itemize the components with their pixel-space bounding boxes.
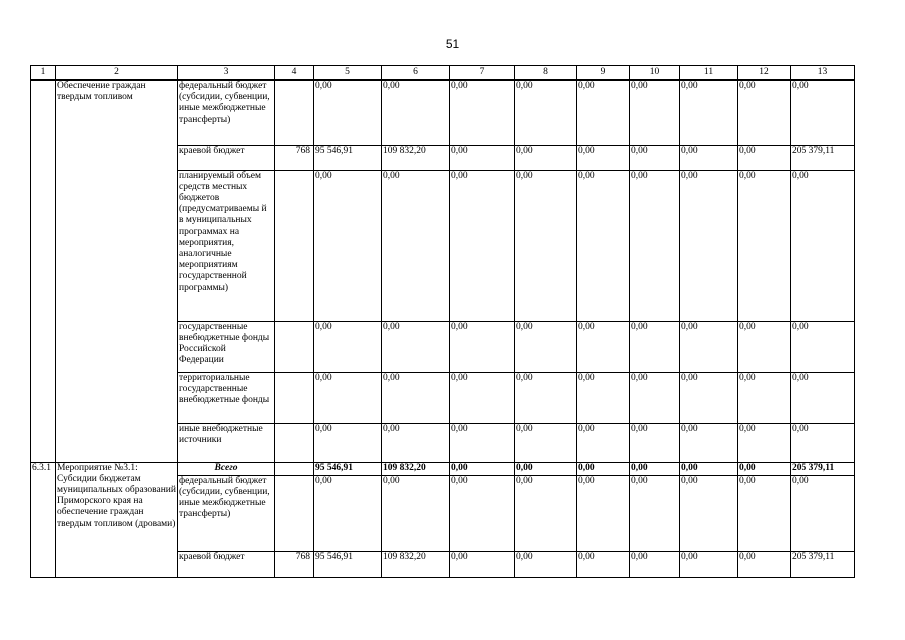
value-cell: 0,00 xyxy=(450,551,515,577)
funding-source-cell: федеральный бюджет (субсидии, субвенции, иные межбюджетные трансферты) xyxy=(178,80,275,145)
value-cell: 0,00 xyxy=(577,170,630,321)
value-cell: 0,00 xyxy=(680,462,738,475)
value-cell: 0,00 xyxy=(515,321,577,372)
value-cell: 0,00 xyxy=(630,423,680,462)
value-cell: 0,00 xyxy=(515,170,577,321)
value-cell: 0,00 xyxy=(791,170,855,321)
value-cell: 0,00 xyxy=(577,423,630,462)
value-cell: 0,00 xyxy=(738,475,791,551)
value-cell: 95 546,91 xyxy=(314,462,382,475)
value-cell: 0,00 xyxy=(680,372,738,423)
funding-source-cell: краевой бюджет xyxy=(178,145,275,170)
value-cell: 0,00 xyxy=(577,321,630,372)
value-cell: 95 546,91 xyxy=(314,145,382,170)
table-row xyxy=(31,80,855,145)
value-cell: 0,00 xyxy=(382,475,450,551)
value-cell: 0,00 xyxy=(791,321,855,372)
value-cell: 0,00 xyxy=(577,551,630,577)
funding-source-cell: иные внебюджетные источники xyxy=(178,423,275,462)
value-cell: 0,00 xyxy=(382,80,450,145)
header-cell: 7 xyxy=(450,66,515,81)
value-cell: 0,00 xyxy=(450,462,515,475)
value-cell: 205 379,11 xyxy=(791,462,855,475)
value-cell: 0,00 xyxy=(515,372,577,423)
value-cell: 0,00 xyxy=(450,423,515,462)
code-cell xyxy=(275,462,314,475)
activity-name-cell: Обеспечение граждан твердым топливом xyxy=(56,80,178,462)
header-cell: 11 xyxy=(680,66,738,81)
funding-source-cell: государственные внебюджетные фонды Российской Федерации xyxy=(178,321,275,372)
code-cell: 768 xyxy=(275,145,314,170)
code-cell: 768 xyxy=(275,551,314,577)
value-cell: 109 832,20 xyxy=(382,462,450,475)
value-cell: 0,00 xyxy=(630,372,680,423)
value-cell: 0,00 xyxy=(630,170,680,321)
funding-source-cell: краевой бюджет xyxy=(178,551,275,577)
activity-name-cell: Мероприятие №3.1: Субсидии бюджетам муниципальных образований Приморского края на обеспечение граждан твердым топливом (дровами) xyxy=(56,462,178,577)
value-cell: 0,00 xyxy=(738,80,791,145)
value-cell: 0,00 xyxy=(577,372,630,423)
value-cell: 0,00 xyxy=(314,170,382,321)
header-cell: 10 xyxy=(630,66,680,81)
value-cell: 0,00 xyxy=(314,423,382,462)
value-cell: 0,00 xyxy=(630,475,680,551)
value-cell: 0,00 xyxy=(630,80,680,145)
value-cell: 0,00 xyxy=(738,372,791,423)
value-cell: 0,00 xyxy=(738,321,791,372)
value-cell: 0,00 xyxy=(314,80,382,145)
value-cell: 0,00 xyxy=(738,462,791,475)
code-cell xyxy=(275,372,314,423)
value-cell: 0,00 xyxy=(680,80,738,145)
value-cell: 0,00 xyxy=(515,423,577,462)
funding-source-cell: территориальные государственные внебюджетные фонды xyxy=(178,372,275,423)
value-cell: 0,00 xyxy=(515,551,577,577)
header-cell: 6 xyxy=(382,66,450,81)
value-cell: 109 832,20 xyxy=(382,145,450,170)
value-cell: 0,00 xyxy=(450,321,515,372)
header-cell: 3 xyxy=(178,66,275,81)
funding-source-cell: федеральный бюджет (субсидии, субвенции, иные межбюджетные трансферты) xyxy=(178,475,275,551)
value-cell: 0,00 xyxy=(680,423,738,462)
value-cell: 0,00 xyxy=(450,80,515,145)
value-cell: 0,00 xyxy=(680,170,738,321)
value-cell: 0,00 xyxy=(382,170,450,321)
header-cell: 9 xyxy=(577,66,630,81)
value-cell: 0,00 xyxy=(680,321,738,372)
header-cell: 12 xyxy=(738,66,791,81)
value-cell: 0,00 xyxy=(450,145,515,170)
header-cell: 1 xyxy=(31,66,56,81)
header-cell: 8 xyxy=(515,66,577,81)
value-cell: 0,00 xyxy=(314,321,382,372)
value-cell: 0,00 xyxy=(314,475,382,551)
value-cell: 0,00 xyxy=(515,80,577,145)
value-cell: 0,00 xyxy=(791,423,855,462)
value-cell: 0,00 xyxy=(450,372,515,423)
row-number-cell: 6.3.1 xyxy=(31,462,56,577)
value-cell: 0,00 xyxy=(515,145,577,170)
header-cell: 2 xyxy=(56,66,178,81)
value-cell: 95 546,91 xyxy=(314,551,382,577)
value-cell: 0,00 xyxy=(791,372,855,423)
code-cell xyxy=(275,80,314,145)
value-cell: 0,00 xyxy=(630,321,680,372)
code-cell xyxy=(275,475,314,551)
value-cell: 0,00 xyxy=(680,145,738,170)
budget-table xyxy=(30,65,855,578)
value-cell: 0,00 xyxy=(738,423,791,462)
header-cell: 13 xyxy=(791,66,855,81)
value-cell: 0,00 xyxy=(738,551,791,577)
header-cell: 5 xyxy=(314,66,382,81)
value-cell: 0,00 xyxy=(314,372,382,423)
value-cell: 0,00 xyxy=(515,462,577,475)
value-cell: 0,00 xyxy=(450,170,515,321)
funding-source-cell: Всего xyxy=(178,462,275,475)
value-cell: 0,00 xyxy=(382,423,450,462)
code-cell xyxy=(275,321,314,372)
value-cell: 0,00 xyxy=(738,170,791,321)
value-cell: 0,00 xyxy=(450,475,515,551)
value-cell: 0,00 xyxy=(630,462,680,475)
row-number-cell xyxy=(31,80,56,462)
value-cell: 0,00 xyxy=(577,145,630,170)
value-cell: 0,00 xyxy=(382,372,450,423)
table-row xyxy=(31,462,855,475)
column-number-row xyxy=(31,66,855,81)
value-cell: 205 379,11 xyxy=(791,145,855,170)
value-cell: 0,00 xyxy=(382,321,450,372)
code-cell xyxy=(275,423,314,462)
value-cell: 0,00 xyxy=(680,475,738,551)
value-cell: 109 832,20 xyxy=(382,551,450,577)
value-cell: 0,00 xyxy=(630,551,680,577)
code-cell xyxy=(275,170,314,321)
value-cell: 0,00 xyxy=(680,551,738,577)
header-cell: 4 xyxy=(275,66,314,81)
value-cell: 0,00 xyxy=(577,475,630,551)
value-cell: 0,00 xyxy=(791,80,855,145)
value-cell: 0,00 xyxy=(738,145,791,170)
funding-source-cell: планируемый объем средств местных бюджетов (предусматриваемы й в муниципальных программах на мероприятия, аналогичные мероприятиям государственной программы) xyxy=(178,170,275,321)
page-number: 51 xyxy=(445,37,460,51)
value-cell: 0,00 xyxy=(630,145,680,170)
value-cell: 0,00 xyxy=(577,80,630,145)
value-cell: 0,00 xyxy=(515,475,577,551)
value-cell: 0,00 xyxy=(577,462,630,475)
value-cell: 205 379,11 xyxy=(791,551,855,577)
value-cell: 0,00 xyxy=(791,475,855,551)
